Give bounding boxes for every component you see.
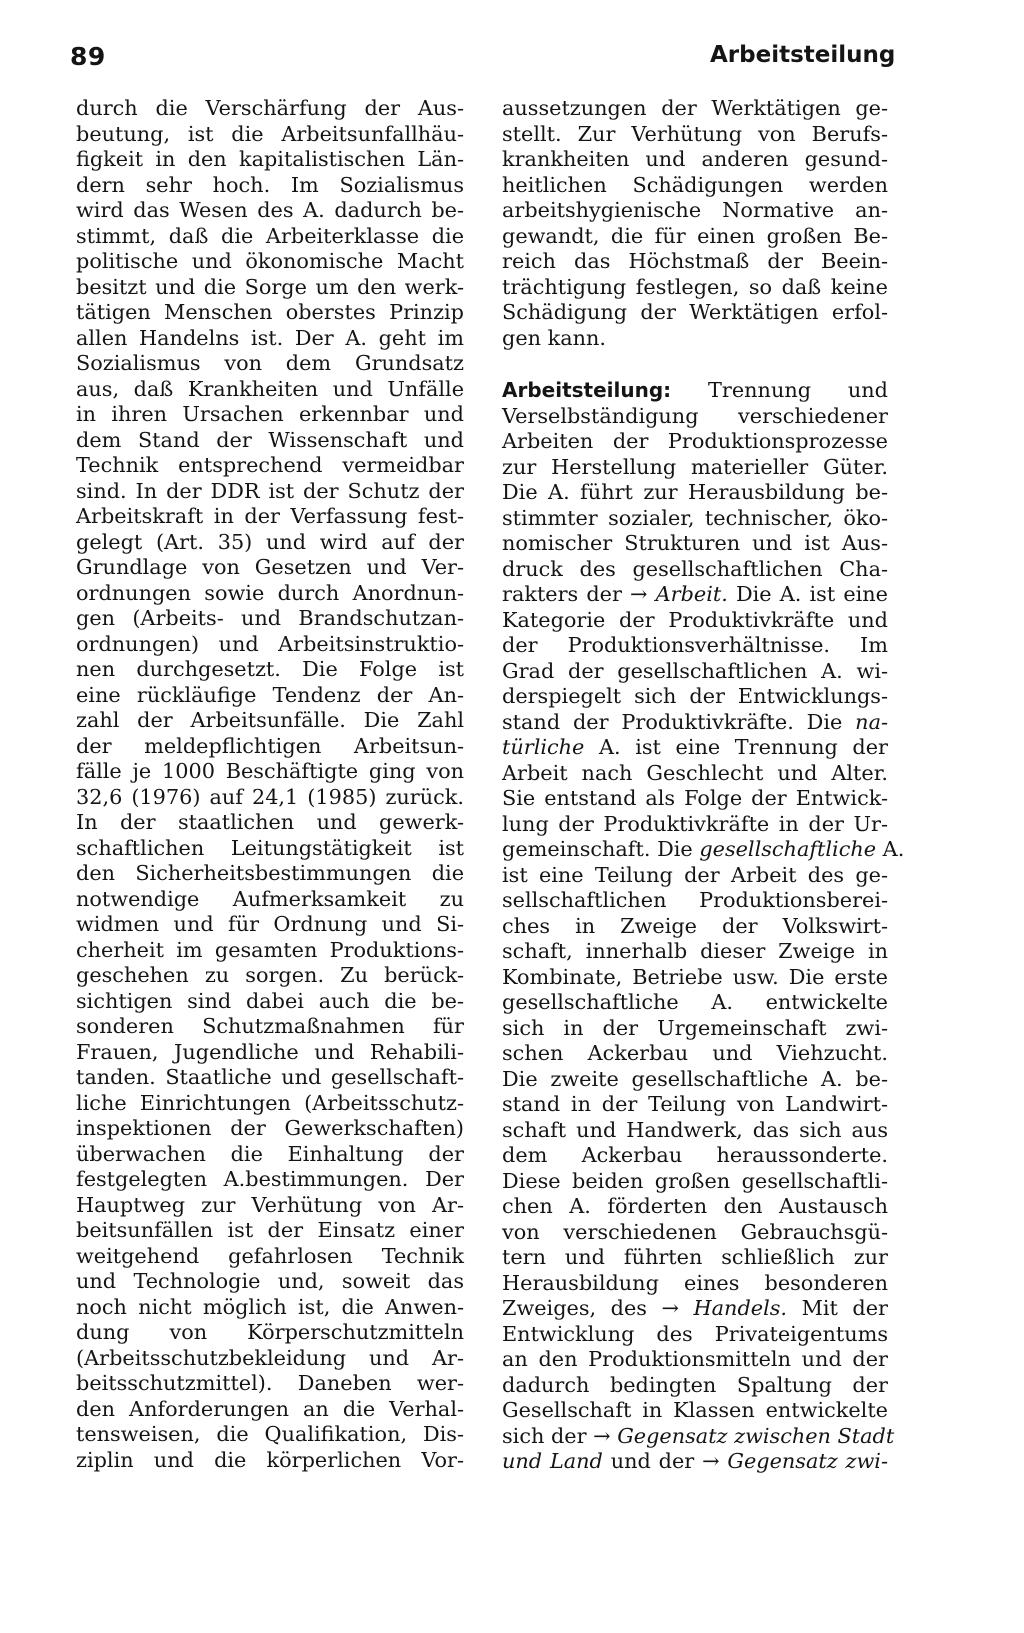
text-line: Sie entstand als Folge der Entwick- <box>502 786 888 810</box>
entry-line <box>502 1423 895 1450</box>
cross-reference-link[interactable]: Gegensatz zwi- <box>727 1449 888 1473</box>
text-line: 32,6 (1976) auf 24,1 (1985) zurück. <box>76 784 464 809</box>
entry-first-line-text: Trennung und <box>708 378 888 402</box>
text-line: widmen und für Ordnung und Si- <box>76 912 464 936</box>
text-line: schaft, innerhalb dieser Zweige in <box>502 939 888 963</box>
text-line: Arbeit nach Geschlecht und Alter. <box>502 760 888 785</box>
text-line: noch nicht möglich ist, die Anwen- <box>76 1294 464 1319</box>
entry-lines-e <box>502 1322 888 1424</box>
text-line: ordnungen sowie durch Anordnun- <box>76 580 464 605</box>
text-line: nomischer Strukturen und ist Aus- <box>502 531 888 555</box>
entry-line <box>502 735 888 761</box>
text-line: Verselbständigung verschiedener <box>502 403 888 428</box>
text-line: Die zweite gesellschaftliche A. be- <box>502 1066 888 1091</box>
entry-lines-a <box>502 404 888 583</box>
text-line: schen Ackerbau und Viehzucht. <box>502 1041 888 1065</box>
text-line: gelegt (Art. 35) und wird auf der <box>76 529 464 554</box>
text-line: der Produktionsverhältnisse. Im <box>502 633 888 657</box>
cross-reference-link[interactable]: Arbeit. <box>655 582 728 606</box>
text-line: beutung, ist die Arbeitsunfallhäu- <box>76 121 464 146</box>
text-line: Sozialismus von dem Grundsatz <box>76 351 464 375</box>
text-line: Diese beiden großen gesellschaftli- <box>502 1168 888 1193</box>
text-line: stellt. Zur Verhütung von Berufs- <box>502 121 888 146</box>
text-line: wird das Wesen des A. dadurch be- <box>76 198 464 222</box>
text-line: chen A. förderten den Austausch <box>502 1194 888 1218</box>
entry-lines-b <box>502 608 888 736</box>
text-line: figkeit in den kapitalistischen Län- <box>76 147 464 171</box>
text-line: beitsunfällen ist der Einsatz einer <box>76 1218 464 1242</box>
entry-text: Zweiges, des → <box>502 1296 694 1320</box>
text-line: den Anforderungen an die Verhal- <box>76 1396 464 1421</box>
text-line: cherheit im gesamten Produktions- <box>76 937 464 962</box>
text-line: stand in der Teilung von Landwirt- <box>502 1092 888 1116</box>
left-column <box>76 96 464 1473</box>
entry-text: stand der Produktivkräfte. Die <box>502 709 856 734</box>
text-line: dern sehr hoch. Im Sozialismus <box>76 172 464 197</box>
text-line: sind. In der DDR ist der Schutz der <box>76 478 464 503</box>
entry-text: Mit der <box>787 1296 888 1320</box>
text-line: stimmter sozialer, technischer, öko- <box>502 505 888 530</box>
text-line: an den Produktionsmitteln und der <box>502 1347 888 1371</box>
entry-text: rakters der → <box>502 582 656 606</box>
text-line: weitgehend gefahrlosen Technik <box>76 1243 464 1268</box>
cross-reference-link[interactable]: und Land <box>502 1449 603 1473</box>
entry-text: A. ist eine Trennung der <box>584 735 888 759</box>
text-line: sellschaftlichen Produktionsberei- <box>502 888 888 912</box>
text-line: aussetzungen der Werktätigen ge- <box>502 96 888 120</box>
text-line: tätigen Menschen oberstes Prinzip <box>76 300 464 324</box>
page-header <box>0 42 1024 82</box>
text-line: gesellschaftliche A. entwickelte <box>502 990 888 1014</box>
text-line: ches in Zweige der Volkswirt- <box>502 913 888 938</box>
entry-lines-d <box>502 863 888 1297</box>
entry-line <box>502 1296 888 1322</box>
entry-text: Die A. ist eine <box>727 582 888 606</box>
entry-line <box>502 837 905 863</box>
text-line: dung von Körperschutzmitteln <box>76 1320 464 1344</box>
entry-text: sich der → <box>502 1423 618 1448</box>
text-line: inspektionen der Gewerkschaften) <box>76 1116 464 1140</box>
text-line: in ihren Ursachen erkennbar und <box>76 402 464 426</box>
cross-reference-link[interactable]: Handels. <box>693 1296 788 1320</box>
italic-term: gesellschaftliche <box>699 837 877 861</box>
text-line: sichtigen sind dabei auch die be- <box>76 988 464 1013</box>
text-line: dem Stand der Wissenschaft und <box>76 427 464 452</box>
text-line: schaftlichen Leitungstätigkeit ist <box>76 835 464 860</box>
text-line: nen durchgesetzt. Die Folge ist <box>76 657 464 681</box>
text-line: trächtigung festlegen, so daß keine <box>502 274 888 299</box>
right-column-continuation <box>502 96 888 351</box>
italic-term: na- <box>855 709 888 734</box>
text-line: lung der Produktivkräfte in der Ur- <box>502 811 888 836</box>
entry-text: gemeinschaft. Die <box>502 837 700 861</box>
text-line: Frauen, Jugendliche und Rehabili- <box>76 1039 464 1064</box>
text-line: den Sicherheitsbestimmungen die <box>76 861 464 885</box>
text-line: Schädigung der Werktätigen erfol- <box>502 300 888 324</box>
text-line: Grundlage von Gesetzen und Ver- <box>76 555 464 579</box>
entry-first-line <box>502 378 888 404</box>
entry-arbeitsteilung <box>502 378 905 1475</box>
text-line: aus, daß Krankheiten und Unfälle <box>76 376 464 401</box>
text-line: druck des gesellschaftlichen Cha- <box>502 556 888 581</box>
text-line: stimmt, daß die Arbeiterklasse die <box>76 223 464 248</box>
text-line: sich in der Urgemeinschaft zwi- <box>502 1015 888 1040</box>
entry-lines-c <box>502 761 888 838</box>
text-line: arbeitshygienische Normative an- <box>502 198 888 222</box>
cross-reference-link[interactable]: Gegensatz zwischen Stadt <box>617 1423 895 1448</box>
text-line: festgelegten A.bestimmungen. Der <box>76 1167 464 1191</box>
text-line: heitlichen Schädigungen werden <box>502 172 888 197</box>
text-line: Grad der gesellschaftlichen A. wi- <box>502 658 888 683</box>
text-line: Arbeiten der Produktionsprozesse <box>502 429 888 453</box>
text-line: überwachen die Einhaltung der <box>76 1141 464 1166</box>
text-line: Gesellschaft in Klassen entwickelte <box>502 1398 888 1422</box>
entry-text: und der → <box>602 1449 728 1473</box>
text-line: eine rückläufige Tendenz der An- <box>76 682 464 707</box>
text-line: liche Einrichtungen (Arbeitsschutz- <box>76 1090 464 1115</box>
text-line: von verschiedenen Gebrauchsgü- <box>502 1219 888 1244</box>
text-line: Kategorie der Produktivkräfte und <box>502 607 888 632</box>
text-line: Hauptweg zur Verhütung von Ar- <box>76 1192 464 1217</box>
text-line: Technik entsprechend vermeidbar <box>76 453 464 477</box>
text-line: tern und führten schließlich zur <box>502 1245 888 1269</box>
text-line: Kombinate, Betriebe usw. Die erste <box>502 964 888 989</box>
text-line: besitzt und die Sorge um den werk- <box>76 274 464 299</box>
text-line: dem Ackerbau heraussonderte. <box>502 1143 888 1167</box>
running-head: Arbeitsteilung <box>710 42 896 68</box>
text-line: gen kann. <box>502 325 607 350</box>
entry-term: Arbeitsteilung: <box>502 378 672 402</box>
text-line <box>502 710 888 736</box>
text-line: politische und ökonomische Macht <box>76 249 464 273</box>
text-line: (Arbeitsschutzbekleidung und Ar- <box>76 1345 464 1370</box>
text-line: der meldepflichtigen Arbeitsun- <box>76 733 464 758</box>
text-line: dadurch bedingten Spaltung der <box>502 1372 888 1397</box>
text-line: zahl der Arbeitsunfälle. Die Zahl <box>76 708 464 732</box>
entry-line <box>502 582 888 608</box>
text-line: ordnungen) und Arbeitsinstruktio- <box>76 631 464 656</box>
text-line: gewandt, die für einen großen Be- <box>502 223 888 248</box>
page-number: 89 <box>70 42 106 71</box>
text-line: geschehen zu sorgen. Zu berück- <box>76 963 464 987</box>
text-line: sonderen Schutzmaßnahmen für <box>76 1014 464 1038</box>
text-line: Entwicklung des Privateigentums <box>502 1321 888 1346</box>
text-line: gen (Arbeits- und Brandschutzan- <box>76 606 464 630</box>
text-line: krankheiten und anderen gesund- <box>502 147 888 171</box>
text-line: allen Handelns ist. Der A. geht im <box>76 325 464 350</box>
text-line: Herausbildung eines besonderen <box>502 1270 888 1295</box>
text-line: In der staatlichen und gewerk- <box>76 810 464 834</box>
text-line: durch die Verschärfung der Aus- <box>76 96 464 120</box>
text-line: tensweisen, die Qualifikation, Dis- <box>76 1422 464 1446</box>
italic-term: türliche <box>502 735 585 759</box>
entry-line <box>502 1449 888 1475</box>
text-line: reich das Höchstmaß der Beein- <box>502 249 888 273</box>
text-line: ziplin und die körperlichen Vor- <box>76 1447 464 1472</box>
text-line: ist eine Teilung der Arbeit des ge- <box>502 862 888 887</box>
text-line: Arbeitskraft in der Verfassung fest- <box>76 504 464 528</box>
text-line: schaft und Handwerk, das sich aus <box>502 1117 888 1142</box>
text-line: fälle je 1000 Beschäftigte ging von <box>76 759 464 783</box>
text-line: notwendige Aufmerksamkeit zu <box>76 886 464 911</box>
entry-text: A. <box>876 837 905 861</box>
text-line: beitsschutzmittel). Daneben wer- <box>76 1371 464 1395</box>
text-line: zur Herstellung materieller Güter. <box>502 454 888 479</box>
text-line: Die A. führt zur Herausbildung be- <box>502 480 888 504</box>
text-line: tanden. Staatliche und gesellschaft- <box>76 1065 464 1089</box>
text-line: und Technologie und, soweit das <box>76 1269 464 1293</box>
text-line: derspiegelt sich der Entwicklungs- <box>502 684 888 708</box>
